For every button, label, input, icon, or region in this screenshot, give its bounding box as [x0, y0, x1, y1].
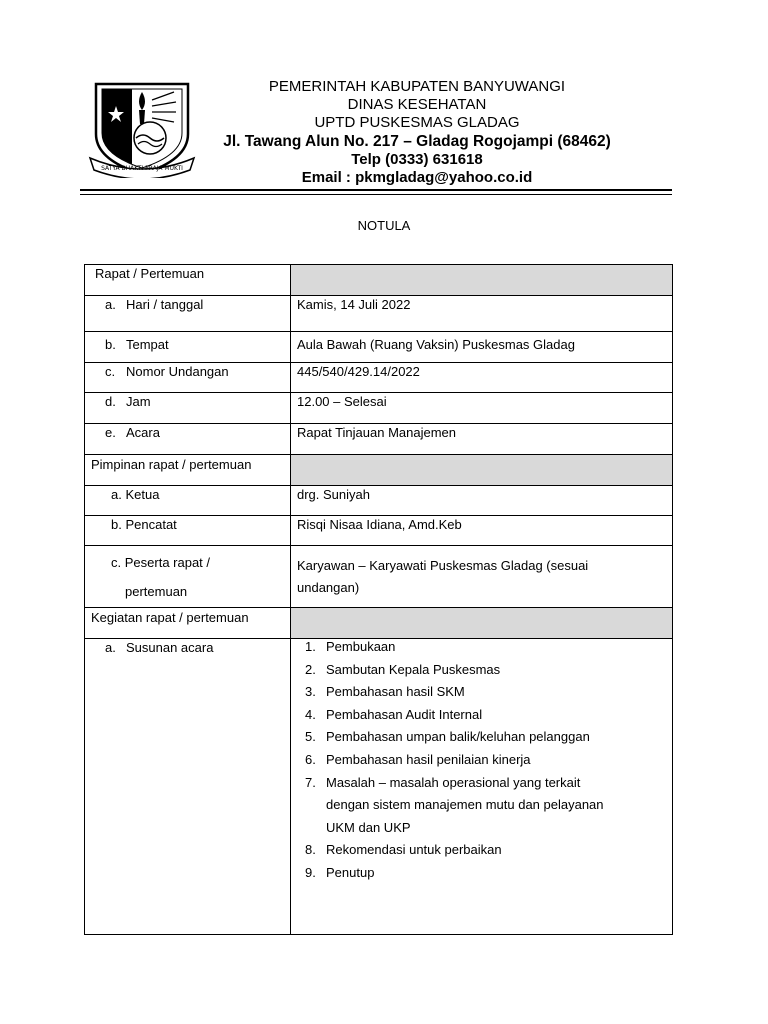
letterhead-phone: Telp (0333) 631618	[351, 150, 483, 168]
list-item: 5. Pembahasan umpan balik/keluhan pelanggan	[305, 729, 590, 745]
row-label-continued: pertemuan	[125, 584, 188, 599]
section-row-pimpinan	[85, 455, 673, 486]
row-value: 445/540/429.14/2022	[297, 364, 420, 379]
letterhead-government: PEMERINTAH KABUPATEN BANYUWANGI	[268, 78, 566, 95]
section-row-kegiatan	[85, 608, 673, 639]
row-marker: b.	[105, 337, 116, 352]
document-title: NOTULA	[357, 218, 411, 233]
row-marker: a.	[111, 487, 122, 502]
table-row	[85, 486, 673, 516]
table-row	[85, 424, 673, 455]
list-item: 7. Masalah – masalah operasional yang terkait dengan sistem manajemen mutu dan pelayanan UKM dan UKP	[305, 774, 604, 835]
table-row	[85, 639, 673, 935]
letterhead	[190, 78, 644, 187]
row-value: 12.00 – Selesai	[297, 394, 387, 409]
row-marker: e.	[105, 425, 116, 440]
row-label: Tempat	[126, 337, 169, 352]
row-label: Pencatat	[125, 517, 177, 532]
row-marker: a.	[105, 297, 116, 312]
row-label: Ketua	[125, 487, 160, 502]
row-value: Rapat Tinjauan Manajemen	[297, 425, 456, 440]
row-label: Susunan acara	[126, 640, 214, 655]
row-value-continued: undangan)	[297, 580, 360, 595]
letterhead-rule-thin	[80, 194, 672, 195]
row-value: drg. Suniyah	[297, 487, 370, 502]
list-item: 6. Pembahasan hasil penilaian kinerja	[305, 751, 531, 767]
section-heading-pimpinan: Pimpinan rapat / pertemuan	[91, 457, 252, 472]
list-item: 1. Pembukaan	[305, 639, 396, 654]
banyuwangi-emblem-logo	[86, 76, 198, 178]
list-item: 9. Penutup	[305, 864, 375, 880]
row-value: Kamis, 14 Juli 2022	[297, 297, 411, 312]
row-marker: a.	[105, 640, 116, 655]
row-marker: d.	[105, 394, 116, 409]
section-heading-rapat: Rapat / Pertemuan	[95, 266, 205, 281]
row-marker: b.	[111, 517, 122, 532]
row-value: Karyawan – Karyawati Puskesmas Gladag (sesuai	[297, 558, 589, 573]
letterhead-address: Jl. Tawang Alun No. 217 – Gladag Rogojampi (68462)	[223, 132, 611, 150]
section-heading-kegiatan: Kegiatan rapat / pertemuan	[91, 610, 249, 625]
list-item: 3. Pembahasan hasil SKM	[305, 684, 465, 700]
letterhead-unit: UPTD PUSKESMAS GLADAG	[314, 114, 520, 132]
row-label: Jam	[126, 394, 151, 409]
table-row	[85, 332, 673, 363]
table-row	[85, 363, 673, 393]
row-label: Peserta rapat /	[124, 555, 211, 570]
list-item: 2. Sambutan Kepala Puskesmas	[305, 661, 501, 677]
section-row-rapat	[85, 265, 673, 296]
table-row	[85, 516, 673, 546]
letterhead-rule-thick	[80, 189, 672, 191]
row-value: Risqi Nisaa Idiana, Amd.Keb	[297, 517, 462, 532]
svg-text:SATYA BHAKTI PRAJA MUKTI: SATYA BHAKTI PRAJA MUKTI	[101, 165, 183, 172]
row-value: Aula Bawah (Ruang Vaksin) Puskesmas Gladag	[297, 337, 575, 352]
section-fill	[291, 608, 673, 639]
table-row	[85, 393, 673, 424]
table-row	[85, 296, 673, 332]
section-fill	[291, 455, 673, 486]
row-label: Nomor Undangan	[126, 364, 229, 379]
row-marker: c.	[105, 364, 116, 379]
list-item: 4. Pembahasan Audit Internal	[305, 706, 483, 722]
notula-table	[84, 264, 673, 935]
list-item: 8. Rekomendasi untuk perbaikan	[305, 842, 502, 858]
letterhead-email: Email : pkmgladag@yahoo.co.id	[301, 169, 533, 187]
row-marker: c.	[111, 555, 122, 570]
section-fill	[291, 265, 673, 296]
row-label: Acara	[126, 425, 160, 440]
letterhead-department: DINAS KESEHATAN	[347, 96, 487, 114]
agenda-list	[291, 636, 672, 885]
table-row	[85, 546, 673, 608]
row-label: Hari / tanggal	[126, 297, 204, 312]
